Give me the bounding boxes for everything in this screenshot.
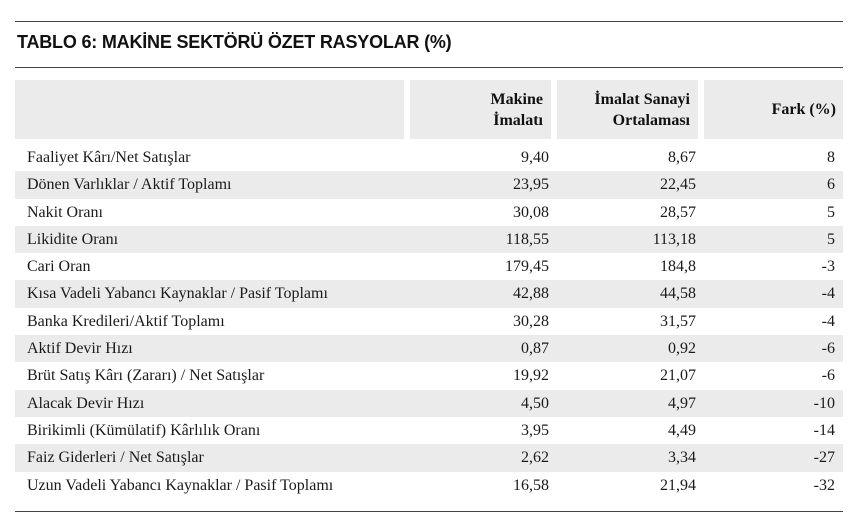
- table-row: [15, 308, 843, 335]
- header-makine-line2: İmalatı: [493, 111, 543, 129]
- row-imalat-value: 113,18: [652, 230, 696, 248]
- row-makine-value: 3,95: [521, 421, 549, 439]
- header-imalat-line2: Ortalaması: [612, 111, 690, 129]
- row-label: Brüt Satış Kârı (Zararı) / Net Satışlar: [27, 367, 265, 385]
- table-row: [15, 280, 843, 307]
- row-label: Birikimli (Kümülatif) Kârlılık Oranı: [27, 421, 261, 439]
- row-makine-value: 118,55: [505, 230, 549, 248]
- row-makine-value: 4,50: [521, 394, 549, 412]
- row-imalat-value: 44,58: [660, 285, 696, 303]
- header-fark-label: Fark (%): [771, 101, 836, 118]
- row-makine-value: 42,88: [513, 285, 549, 303]
- table-title: TABLO 6: MAKİNE SEKTÖRÜ ÖZET RASYOLAR (%): [17, 32, 452, 52]
- row-imalat-value: 21,94: [660, 476, 696, 494]
- row-makine-value: 0,87: [521, 340, 549, 358]
- row-imalat-value: 31,57: [660, 312, 696, 330]
- row-makine-value: 30,28: [513, 312, 549, 330]
- header-label-cell: [15, 80, 404, 139]
- row-imalat-value: 8,67: [668, 149, 696, 166]
- row-fark-value: 8: [827, 149, 835, 166]
- row-label: Alacak Devir Hızı: [27, 394, 145, 412]
- row-label: Kısa Vadeli Yabancı Kaynaklar / Pasif Toplamı: [27, 285, 328, 303]
- row-fark-value: -32: [813, 476, 835, 494]
- row-imalat-value: 4,49: [668, 421, 696, 439]
- top-rule: [15, 21, 843, 22]
- row-makine-value: 179,45: [505, 258, 549, 276]
- row-fark-value: 5: [827, 203, 835, 221]
- row-label: Faiz Giderleri / Net Satışlar: [27, 449, 204, 467]
- row-makine-value: 2,62: [521, 449, 549, 467]
- row-imalat-value: 22,45: [660, 176, 696, 194]
- row-makine-value: 19,92: [513, 367, 549, 385]
- row-label: Banka Kredileri/Aktif Toplamı: [27, 312, 225, 330]
- row-fark-value: -4: [821, 285, 835, 303]
- row-imalat-value: 3,34: [668, 449, 696, 467]
- row-makine-value: 30,08: [513, 203, 549, 221]
- table-row: [15, 253, 843, 280]
- row-fark-value: -6: [821, 367, 835, 385]
- header-makine-imalati: [410, 80, 551, 139]
- row-imalat-value: 4,97: [668, 394, 696, 412]
- row-imalat-value: 0,92: [668, 340, 696, 358]
- header-imalat-line1: İmalat Sanayi: [594, 90, 690, 108]
- row-fark-value: 6: [827, 176, 835, 194]
- row-label: Cari Oran: [27, 258, 91, 276]
- row-fark-value: -10: [813, 394, 835, 412]
- row-fark-value: 5: [827, 230, 835, 248]
- row-makine-value: 23,95: [513, 176, 549, 194]
- row-label: Nakit Oranı: [27, 203, 103, 221]
- row-label: Uzun Vadeli Yabancı Kaynaklar / Pasif Toplamı: [27, 476, 334, 494]
- title-rule: [15, 67, 843, 68]
- table-body: [15, 144, 843, 499]
- table-row: [15, 226, 843, 253]
- table-row: [15, 362, 843, 389]
- bottom-rule: [15, 511, 843, 512]
- row-makine-value: 16,58: [513, 476, 549, 494]
- row-imalat-value: 21,07: [660, 367, 696, 385]
- row-fark-value: -3: [821, 258, 835, 276]
- row-fark-value: -27: [813, 449, 835, 467]
- table-row: [15, 144, 843, 171]
- row-makine-value: 9,40: [521, 149, 549, 166]
- table-row: [15, 472, 843, 499]
- table-row: [15, 171, 843, 198]
- table-row: [15, 335, 843, 362]
- row-imalat-value: 28,57: [660, 203, 696, 221]
- row-fark-value: -4: [821, 312, 835, 330]
- table-row: [15, 444, 843, 471]
- row-fark-value: -14: [813, 421, 835, 439]
- header-fark: [704, 80, 843, 139]
- row-label: Aktif Devir Hızı: [27, 340, 133, 358]
- table-row: [15, 199, 843, 226]
- row-label: Likidite Oranı: [27, 230, 119, 248]
- row-fark-value: -6: [821, 340, 835, 358]
- row-imalat-value: 184,8: [660, 258, 696, 276]
- table-row: [15, 417, 843, 444]
- row-label: Faaliyet Kârı/Net Satışlar: [27, 149, 191, 166]
- header-makine-line1: Makine: [490, 90, 543, 108]
- row-label: Dönen Varlıklar / Aktif Toplamı: [27, 176, 232, 194]
- table-row: [15, 390, 843, 417]
- header-imalat-sanayi: [557, 80, 698, 139]
